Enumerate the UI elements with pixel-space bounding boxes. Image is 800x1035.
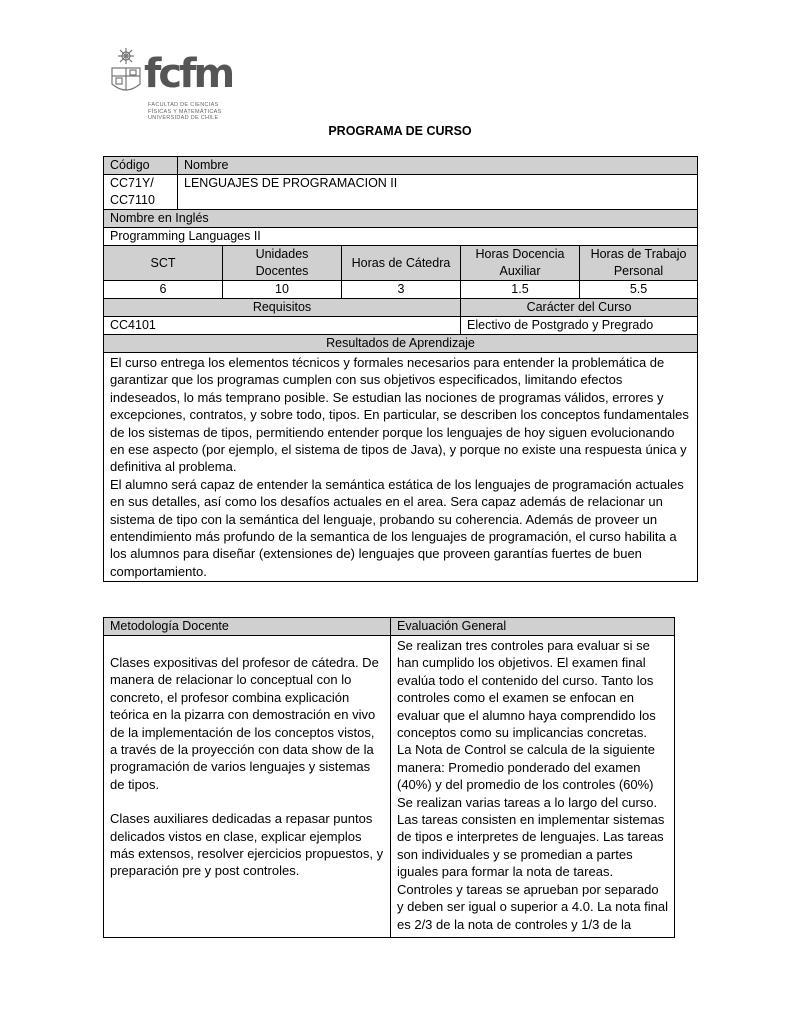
metodologia-text: Clases expositivas del profesor de cátedra. De manera de relacionar lo conceptual con lo concreto, el profesor combina explicación teórica en la pizarra con demostración en vivo de la implementación de los conceptos vistos, a través de la proyección con data show de la programación de varios lenguajes y sistemas de tipos. Clases auxiliares dedicadas a repasar puntos delicados vistos en clase, explicar ejemplos más extensos, resolver ejercicios propuestos, y preparación pre y post controles. (104, 636, 391, 938)
personal-header: Horas de Trabajo Personal (580, 246, 698, 281)
unidades-value: 10 (223, 281, 342, 299)
document-title: PROGRAMA DE CURSO (328, 124, 472, 138)
caracter-value: Electivo de Postgrado y Pregrado (461, 317, 698, 335)
course-info-table (103, 156, 698, 582)
course-name: LENGUAJES DE PROGRAMACION II (178, 175, 698, 210)
auxiliar-value: 1.5 (461, 281, 580, 299)
code-label: Código (104, 157, 178, 175)
university-seal-icon (106, 46, 146, 98)
auxiliar-header: Horas Docencia Auxiliar (461, 246, 580, 281)
logo-wordmark: fcfm (144, 51, 233, 97)
sct-value: 6 (104, 281, 223, 299)
caracter-label: Carácter del Curso (461, 299, 698, 317)
catedra-value: 3 (342, 281, 461, 299)
fcfm-logo (106, 46, 236, 130)
logo-subtitle: FACULTAD DE CIENCIAS FÍSICAS Y MATEMÁTICAS UNIVERSIDAD DE CHILE (148, 102, 222, 121)
evaluacion-label: Evaluación General (391, 618, 675, 636)
catedra-header: Horas de Cátedra (342, 246, 461, 281)
methods-table (103, 617, 675, 938)
requisitos-label: Requisitos (104, 299, 461, 317)
sct-header: SCT (104, 246, 223, 281)
resultados-text: El curso entrega los elementos técnicos y formales necesarios para entender la problemática de garantizar que los programas cumplen con sus objetivos especificados, limitando efectos indeseados, lo más temprano posible. Se estudian las nociones de programas válidos, errores y excepciones, contratos, y sobre todo, tipos. En particular, se describen los conceptos fundamentales de los sistemas de tipos, permitiendo entender porque los lenguajes de hoy siguen evolucionando en ese aspecto (por ejemplo, el sistema de tipos de Java), y porque no existe una respuesta única y definitiva al problema. El alumno será capaz de entender la semántica estática de los lenguajes de programación actuales en sus detalles, así como los desafíos actuales en el area. Sera capaz además de relacionar un sistema de tipo con la semántica del lenguaje, probando su coherencia. Además de proveer un entendimiento más profundo de la semantica de los lenguajes de programación, el curso habilita a los alumnos para diseñar (extensiones de) lenguajes que proveen garantías fuertes de buen comportamiento. (104, 353, 698, 582)
personal-value: 5.5 (580, 281, 698, 299)
unidades-header: Unidades Docentes (223, 246, 342, 281)
english-name: Programming Languages II (104, 228, 698, 246)
course-code: CC71Y/ CC7110 (104, 175, 178, 210)
name-label: Nombre (178, 157, 698, 175)
metodologia-label: Metodología Docente (104, 618, 391, 636)
resultados-label: Resultados de Aprendizaje (104, 335, 698, 353)
evaluacion-text: Se realizan tres controles para evaluar si se han cumplido los objetivos. El examen final evalúa todo el contenido del curso. Tanto los controles como el examen se enfocan en evaluar que el alumno haya comprendido los conceptos como su implicancias concretas. La Nota de Control se calcula de la siguiente manera: Promedio ponderado del examen (40%) y del promedio de los controles (60%) Se realizan varias tareas a lo largo del curso. Las tareas consisten en implementar sistemas de tipos e interpretes de lenguajes. Las tareas son individuales y se promedian a partes iguales para formar la nota de tareas. Controles y tareas se aprueban por separado y deben ser igual o superior a 4.0. La nota final es 2/3 de la nota de controles y 1/3 de la (391, 636, 675, 938)
english-name-label: Nombre en Inglés (104, 210, 698, 228)
requisitos-value: CC4101 (104, 317, 461, 335)
